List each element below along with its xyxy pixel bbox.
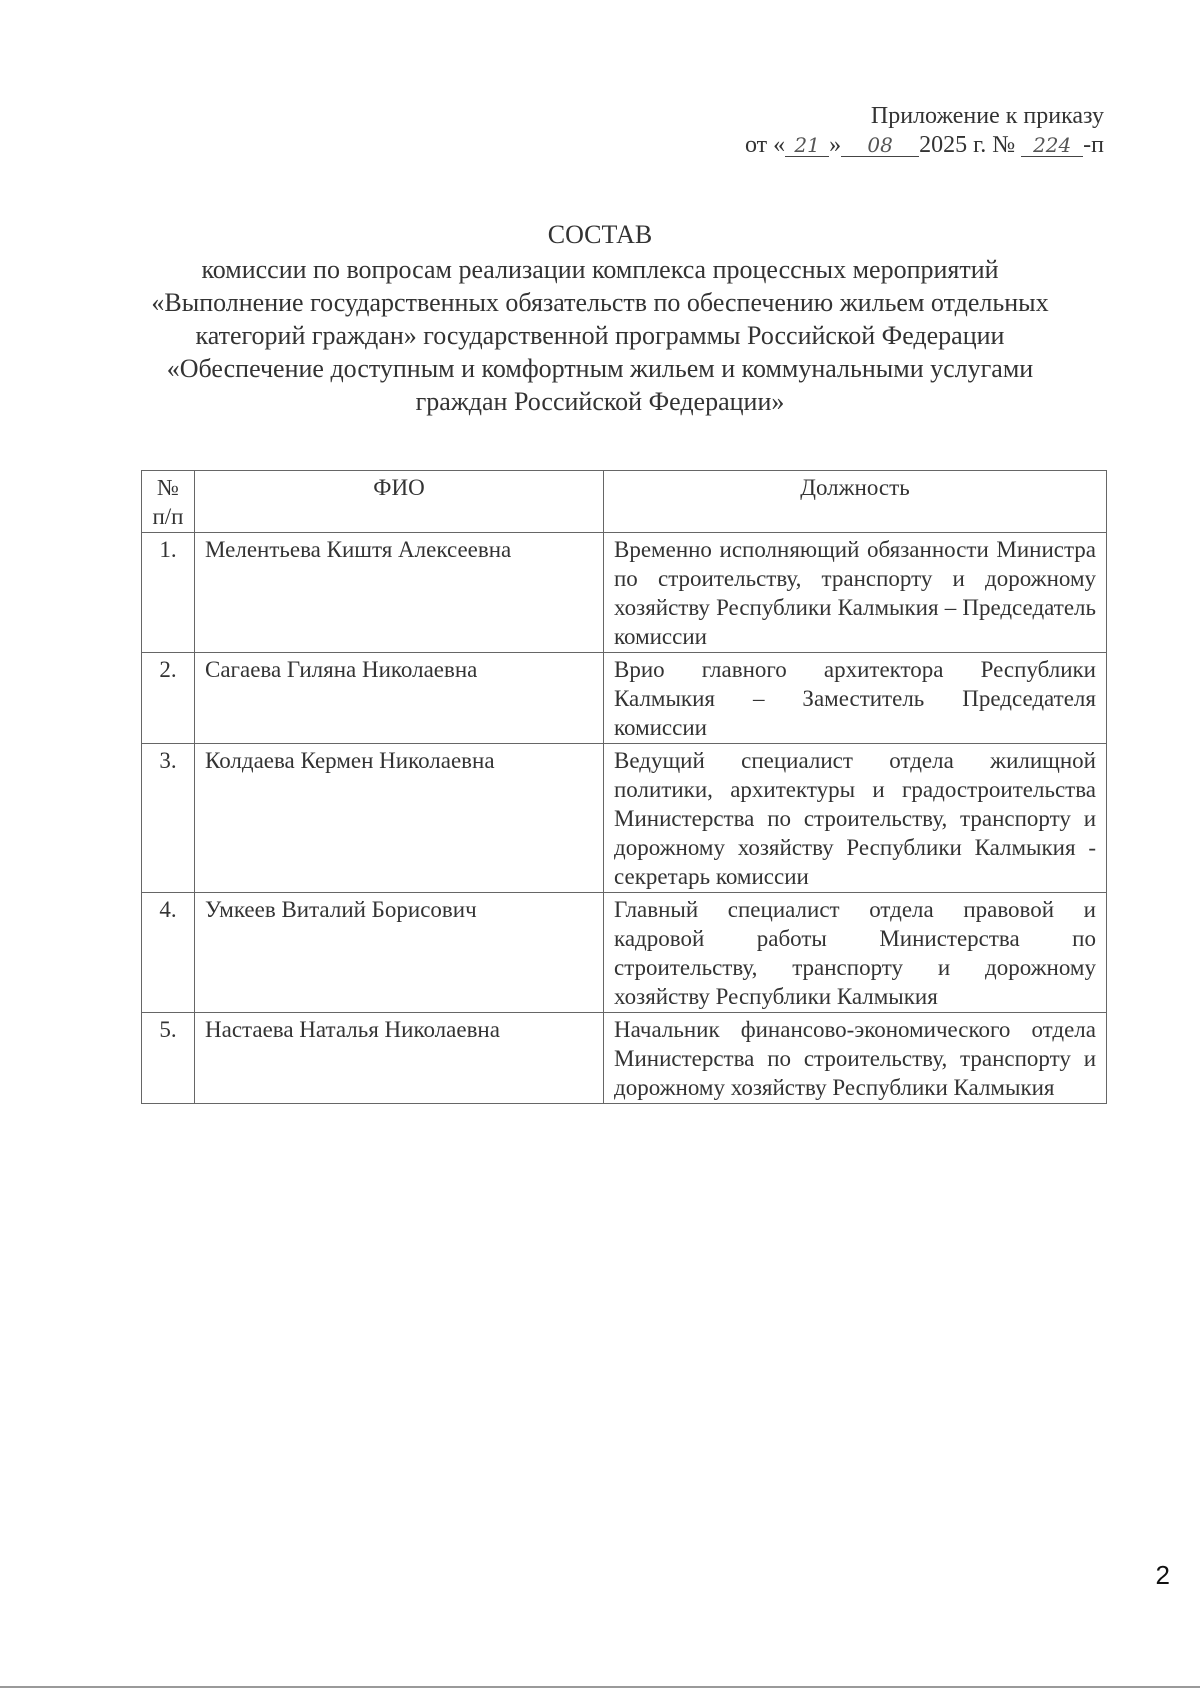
header-position: Должность — [604, 471, 1107, 533]
order-year: 2025 г. № — [919, 132, 1016, 158]
order-reference — [745, 131, 1104, 160]
order-month-handwritten: 08 — [841, 134, 919, 157]
order-day-handwritten: 21 — [785, 134, 829, 157]
order-prefix: от « — [744, 132, 786, 158]
order-mid: » — [829, 132, 842, 158]
row-fio: Настаева Наталья Николаевна — [195, 1013, 604, 1104]
row-fio: Мелентьева Киштя Алексеевна — [195, 533, 604, 653]
row-fio: Колдаева Кермен Николаевна — [195, 744, 604, 893]
header-fio: ФИО — [195, 471, 604, 533]
row-position: Врио главного архитектора Республики Калмыкия – Заместитель Председателя комиссии — [604, 653, 1107, 744]
table-row — [142, 653, 1107, 744]
row-num: 1. — [142, 533, 195, 653]
row-num: 3. — [142, 744, 195, 893]
table-row — [142, 744, 1107, 893]
row-position: Начальник финансово-экономического отдела Министерства по строительству, транспорту и дорожному хозяйству Республики Калмыкия — [604, 1013, 1107, 1104]
table-row — [142, 1013, 1107, 1104]
row-num: 4. — [142, 893, 195, 1013]
table-row — [142, 893, 1107, 1013]
row-fio: Сагаева Гиляна Николаевна — [195, 653, 604, 744]
row-num: 5. — [142, 1013, 195, 1104]
order-number-handwritten: 224 — [1021, 134, 1083, 157]
order-suffix: -п — [1083, 132, 1104, 158]
row-position: Главный специалист отдела правовой и кадровой работы Министерства по строительству, транспорту и дорожному хозяйству Республики Калмыкия — [604, 893, 1107, 1013]
row-position: Временно исполняющий обязанности Министра по строительству, транспорту и дорожному хозяйству Республики Калмыкия – Председатель комиссии — [604, 533, 1107, 653]
table-header-row — [142, 471, 1107, 533]
appendix-header — [745, 102, 1104, 160]
row-num: 2. — [142, 653, 195, 744]
header-num: № п/п — [142, 471, 195, 533]
commission-members-table — [141, 470, 1107, 1104]
appendix-title: Приложение к приказу — [870, 103, 1104, 129]
document-subtitle: комиссии по вопросам реализации комплекса процессных мероприятий «Выполнение государственных обязательств по обеспечению жильем отдельных категорий граждан» государственной программы Российской Федерации «Обеспечение доступным и комфортным жильем и коммунальными услугами граждан Российской Федерации» — [151, 255, 1049, 416]
table-row — [142, 533, 1107, 653]
page-bottom-divider — [0, 1686, 1200, 1688]
document-heading: СОСТАВ — [547, 220, 653, 249]
document-title-block — [150, 218, 1050, 418]
row-position: Ведущий специалист отдела жилищной политики, архитектуры и градостроительства Министерства по строительству, транспорту и дорожному хозяйству Республики Калмыкия - секретарь комиссии — [604, 744, 1107, 893]
page-number: 2 — [1155, 1560, 1170, 1590]
row-fio: Умкеев Виталий Борисович — [195, 893, 604, 1013]
